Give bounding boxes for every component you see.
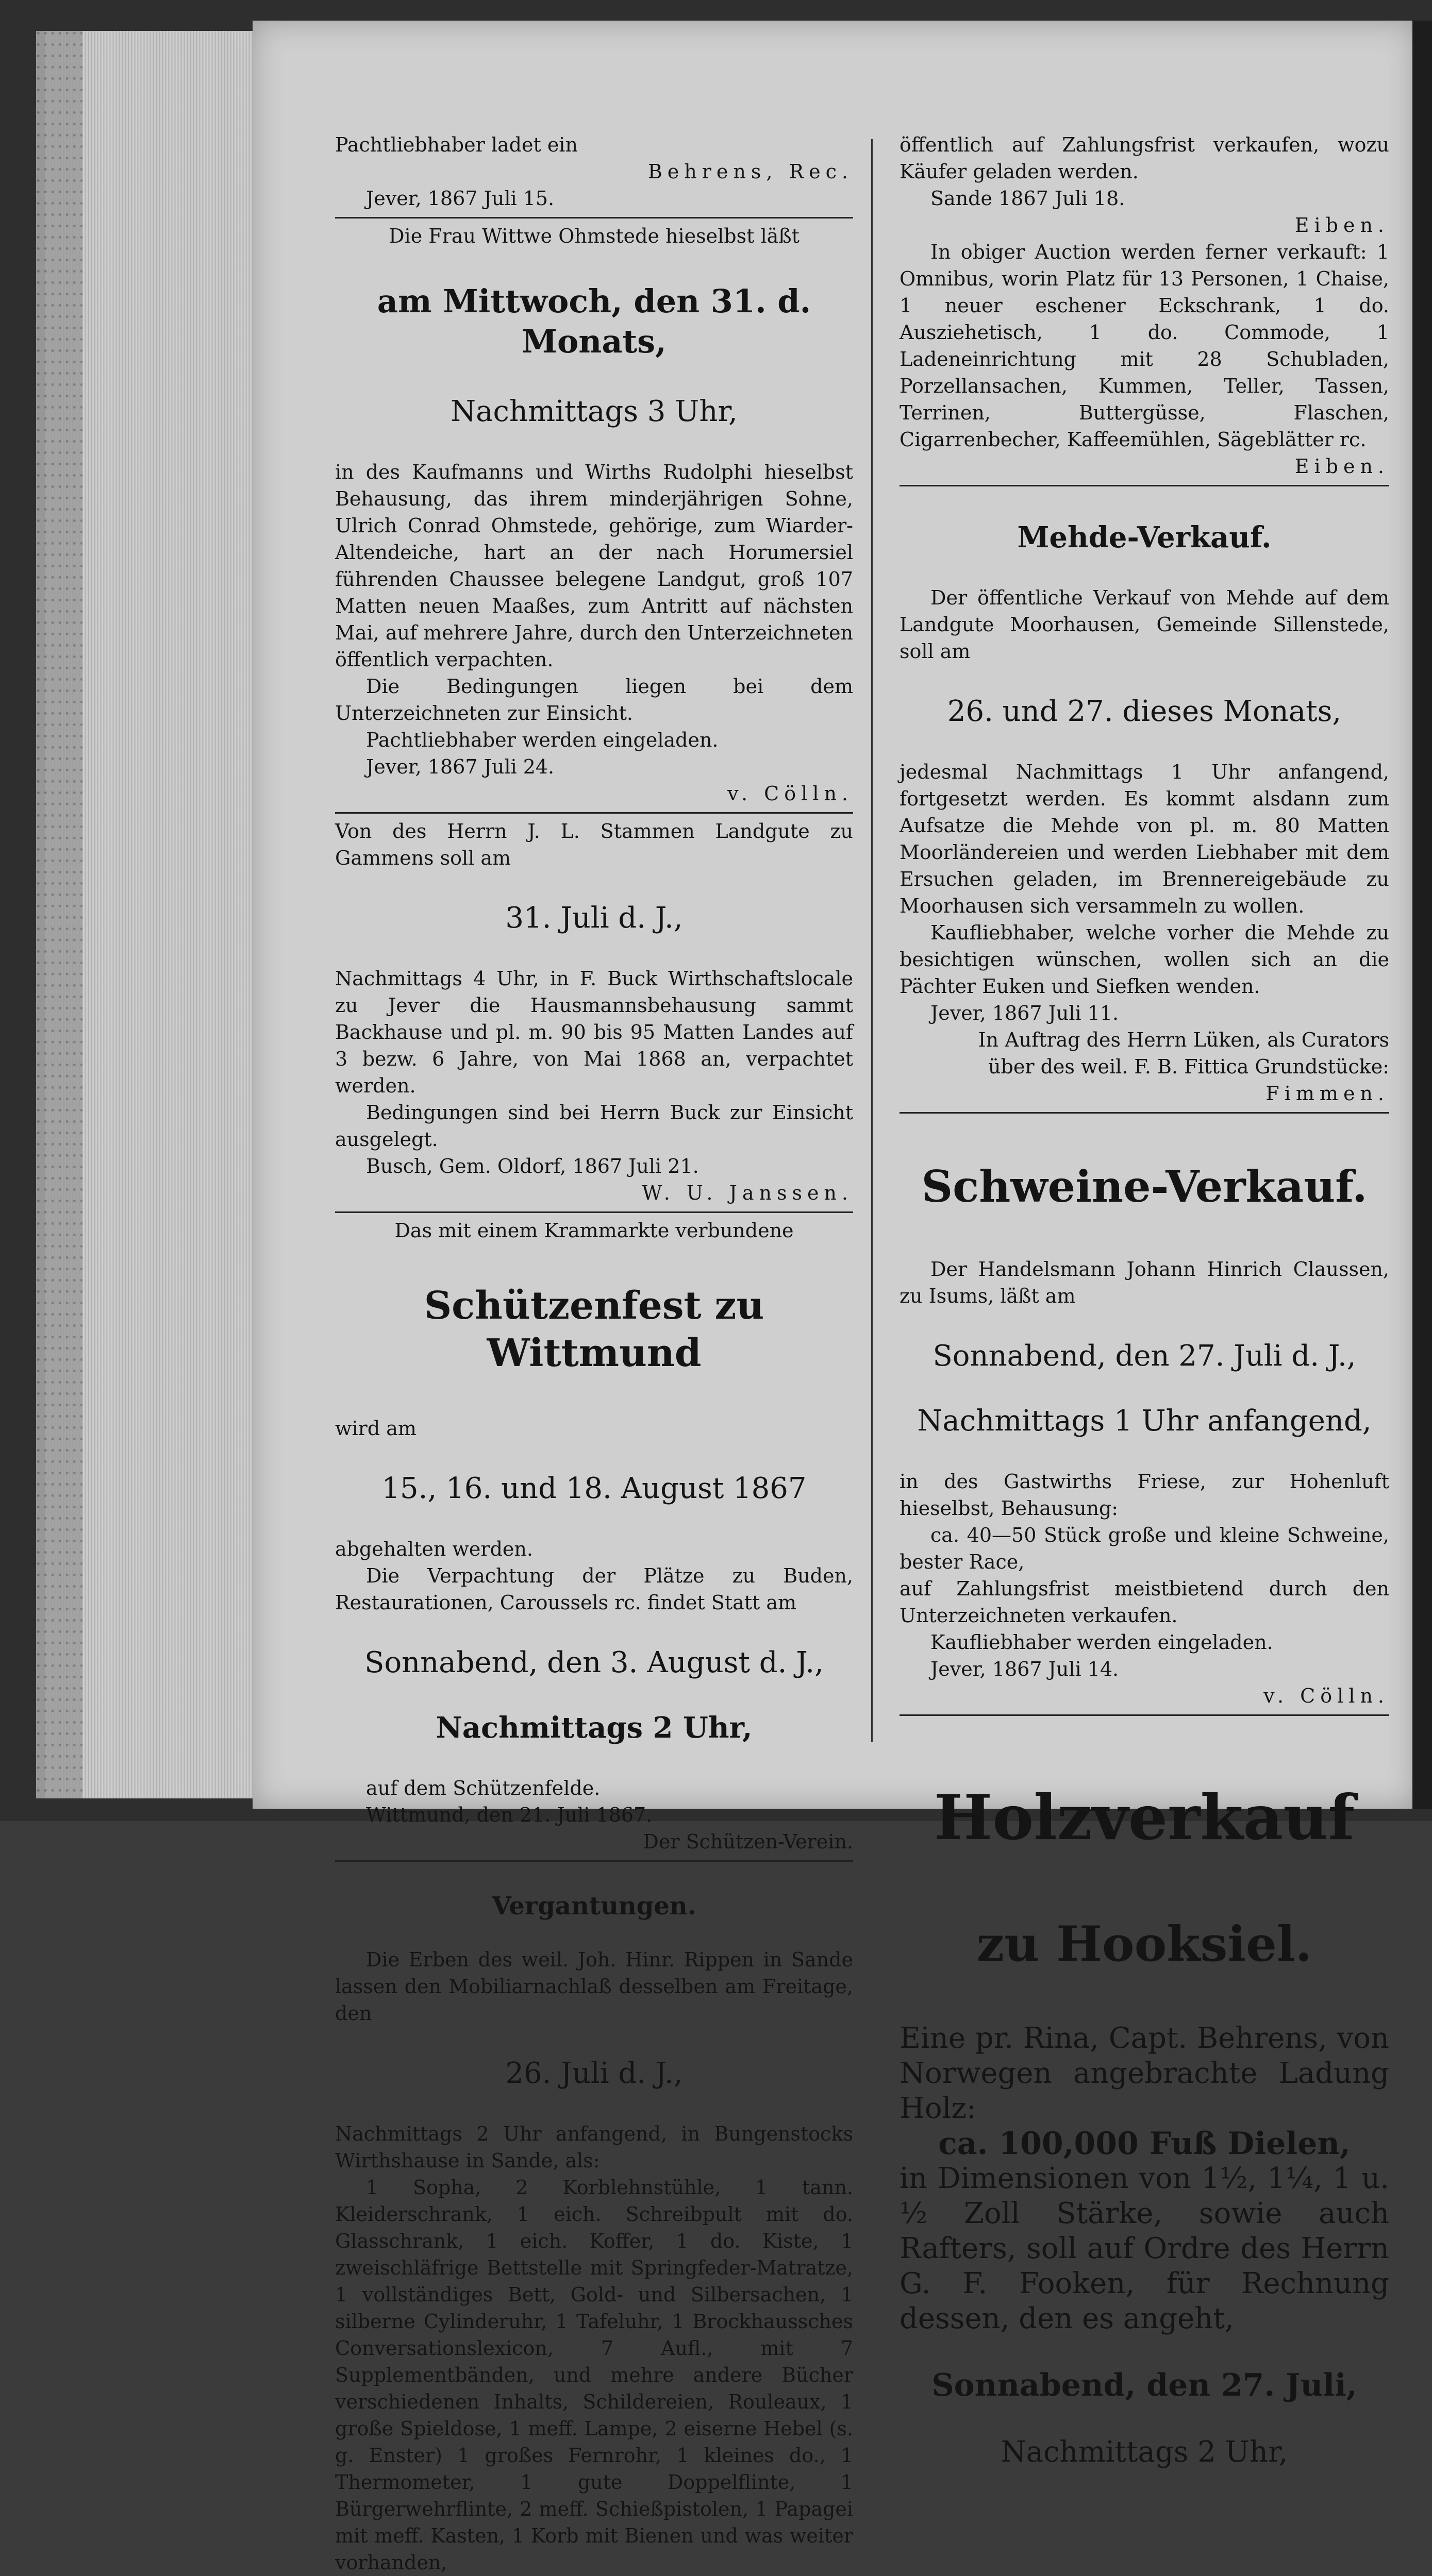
ad-signature: Eiben. (1294, 214, 1389, 237)
right-column (900, 131, 1389, 2499)
section-title: Holzverkauf (934, 1781, 1355, 1854)
ad-headline: 31. Juli d. J., (505, 901, 683, 935)
ad-signature: Der Schützen-Verein. (643, 1830, 853, 1853)
ad-rippen-continued (900, 131, 1389, 480)
ad-body: in Dimensionen von 1½, 1¼, 1 u. ½ Zoll Stärke, sowie auch Rafters, soll auf Ordre des Herrn G. F. Fooken, für Rechnung dessen, den es angeht, (900, 2162, 1389, 2335)
ad-vergantungen (335, 1860, 853, 2576)
ad-date: Jever, 1867 Juli 14. (930, 1658, 1119, 1680)
left-column (335, 131, 853, 2576)
ad-text: wird am (335, 1417, 417, 1440)
ad-body: Nachmittags 2 Uhr anfangend, in Bungenstocks Wirthshause in Sande, als: (335, 2123, 853, 2172)
section-title: Schweine-Verkauf. (921, 1161, 1368, 1212)
ad-stammen (335, 812, 853, 1206)
ad-body: in des Kaufmanns und Wirths Rudolphi hieselbst Behausung, das ihrem minderjährigen Sohne, Ulrich Conrad Ohmstede, gehörige, zum Wiarder-Altendeiche, hart an der nach Horumersiel führenden Chaussee belegene Landgut, groß 107 Matten neuen Maaßes, zum Antritt auf nächsten Mai, auf mehrere Jahre, durch den Unterzeichneten öffentlich verpachten. (335, 461, 853, 671)
ad-body: In obiger Auction werden ferner verkauft: 1 Omnibus, worin Platz für 13 Personen, 1 Chaise, 1 neuer eschener Eckschrank, 1 do. Ausziehetisch, 1 do. Commode, 1 Ladeneinrichtung mit 28 Schubladen, Porzellansachen, Kummen, Teller, Tassen, Terrinen, Buttergüsse, Flaschen, Cigarrenbecher, Kaffeemühlen, Sägeblätter rc. (900, 241, 1389, 451)
ad-intro: Von des Herrn J. L. Stammen Landgute zu Gammens soll am (335, 820, 853, 869)
ad-text: auf dem Schützenfelde. (366, 1777, 601, 1799)
ad-intro: Das mit einem Krammarkte verbundene (394, 1219, 794, 1242)
ad-body: Eine pr. Rina, Capt. Behrens, von Norwegen angebrachte Ladung Holz: (900, 2022, 1389, 2125)
ad-headline: 26. und 27. dieses Monats, (947, 695, 1342, 728)
ad-headline: Schützenfest zu Wittmund (424, 1284, 764, 1375)
ad-text: abgehalten werden. (335, 1538, 533, 1560)
ad-intro: Der Handelsmann Johann Hinrich Claussen, zu Isums, läßt am (900, 1258, 1389, 1307)
ad-date: Sande 1867 Juli 18. (930, 187, 1125, 210)
ad-date: Jever, 1867 Juli 11. (930, 1002, 1119, 1024)
ad-intro: Die Erben des weil. Joh. Hinr. Rippen in Sande lassen den Mobiliarnachlaß desselben am Freitage, den (335, 1948, 853, 2025)
ad-holzverkauf (900, 1714, 1389, 2470)
ad-schuetzenfest (335, 1211, 853, 1855)
ad-body: Die Verpachtung der Plätze zu Buden, Restaurationen, Caroussels rc. findet Statt am (335, 1564, 853, 1614)
ad-signature: Fimmen. (1266, 1082, 1389, 1105)
ad-signature: Behrens, Rec. (647, 160, 853, 183)
ad-body: in des Gastwirths Friese, zur Hohenluft hieselbst, Behausung: (900, 1470, 1389, 1520)
ad-headline: Sonnabend, den 27. Juli, (931, 2367, 1357, 2403)
ad-headline: Sonnabend, den 3. August d. J., (364, 1646, 824, 1679)
ad-body: jedesmal Nachmittags 1 Uhr anfangend, fortgesetzt werden. Es kommt alsdann zum Aufsatze die Mehde von pl. m. 80 Matten Moorländereien und werden Liebhaber mit dem Ersuchen geladen, im Brennereigebäude zu Moorhausen sich versammeln zu wollen. (900, 761, 1389, 917)
ad-body: auf Zahlungsfrist meistbietend durch den Unterzeichneten verkaufen. (900, 1577, 1389, 1627)
ad-headline: 26. Juli d. J., (505, 2057, 683, 2090)
ad-body: Nachmittags 4 Uhr, in F. Buck Wirthschaftslocale zu Jever die Hausmannsbehausung sammt Backhause und pl. m. 90 bis 95 Matten Landes auf 3 bezw. 6 Jahre, von Mai 1868 an, verpachtet werden. (335, 967, 853, 1097)
ad-body: Bedingungen sind bei Herrn Buck zur Einsicht ausgelegt. (335, 1101, 853, 1151)
ad-headline: Nachmittags 2 Uhr, (1001, 2435, 1288, 2469)
ad-mehde-verkauf (900, 485, 1389, 1107)
ad-pacht-behrens (335, 131, 853, 212)
ad-body: öffentlich auf Zahlungsfrist verkaufen, wozu Käufer geladen werden. (900, 133, 1389, 183)
ad-headline: am Mittwoch, den 31. d. Monats, (377, 282, 811, 360)
ad-body: Die Bedingungen liegen bei dem Unterzeichneten zur Einsicht. (335, 675, 853, 725)
ad-date: Jever, 1867 Juli 24. (366, 755, 555, 778)
ad-signature: Eiben. (1294, 455, 1389, 478)
ad-item: ca. 40—50 Stück große und kleine Schweine, bester Race, (900, 1524, 1389, 1573)
ad-ohmstede (335, 217, 853, 807)
section-subtitle: zu Hooksiel. (976, 1916, 1312, 1973)
ad-signature: v. Cölln. (727, 782, 853, 805)
ad-date: Busch, Gem. Oldorf, 1867 Juli 21. (366, 1155, 699, 1177)
ad-headline: Nachmittags 3 Uhr, (451, 395, 738, 428)
ad-date: Wittmund, den 21. Juli 1867. (366, 1804, 653, 1826)
ad-text: Pachtliebhaber ladet ein (335, 133, 578, 156)
ad-headline: ca. 100,000 Fuß Dielen, (938, 2126, 1351, 2162)
section-title: Vergantungen. (492, 1892, 696, 1921)
ad-authority: In Auftrag des Herrn Lüken, als Curators (978, 1029, 1389, 1051)
page-gutter (1412, 21, 1432, 1809)
ad-authority: über des weil. F. B. Fittica Grundstücke: (988, 1055, 1389, 1078)
ad-text: Kaufliebhaber werden eingeladen. (930, 1631, 1273, 1654)
ad-schweine-verkauf (900, 1112, 1389, 1709)
ad-signature: v. Cölln. (1263, 1685, 1389, 1707)
ad-headline: Sonnabend, den 27. Juli d. J., (933, 1339, 1356, 1373)
ad-item-list: 1 Sopha, 2 Korblehnstühle, 1 tann. Kleiderschrank, 1 eich. Schreibpult mit do. Glasschrank, 1 eich. Koffer, 1 do. Kiste, 1 zweischläfrige Bettstelle mit Springfeder-Matratze, 1 vollständiges Bett, Gold- und Silbersachen, 1 silberne Cylinderuhr, 1 Tafeluhr, 1 Brockhaussches Conversationslexicon, 7 Aufl., mit 7 Supplementbänden, und mehre andere Bücher verschiedenen Inhalts, Schildereien, Rouleaux, 1 große Spieldose, 1 meff. Lampe, 2 eiserne Hebel (s. g. Enster) 1 großes Fernrohr, 1 kleines do., 1 Thermometer, 1 gute Doppelflinte, 1 Bürgerwehrflinte, 2 meff. Schießpistolen, 1 Papagei mit meff. Kasten, 1 Korb mit Bienen und was weiter vorhanden, (335, 2176, 853, 2574)
ad-intro: Die Frau Wittwe Ohmstede hieselbst läßt (389, 225, 800, 247)
ad-intro: Der öffentliche Verkauf von Mehde auf dem Landgute Moorhausen, Gemeinde Sillenstede, soll am (900, 586, 1389, 663)
ad-headline: Nachmittags 2 Uhr, (436, 1711, 753, 1745)
book-spine (36, 31, 82, 1798)
section-title: Mehde-Verkauf. (1017, 520, 1272, 554)
ad-body: Kaufliebhaber, welche vorher die Mehde zu besichtigen wünschen, wollen sich an die Pächter Euken und Siefken wenden. (900, 921, 1389, 998)
ad-signature: W. U. Janssen. (642, 1182, 853, 1204)
ad-headline: 15., 16. und 18. August 1867 (381, 1472, 807, 1505)
ad-date: Jever, 1867 Juli 15. (366, 187, 555, 210)
column-divider (871, 139, 873, 1742)
ad-headline: Nachmittags 1 Uhr anfangend, (917, 1404, 1372, 1438)
ad-body: Pachtliebhaber werden eingeladen. (366, 729, 719, 751)
